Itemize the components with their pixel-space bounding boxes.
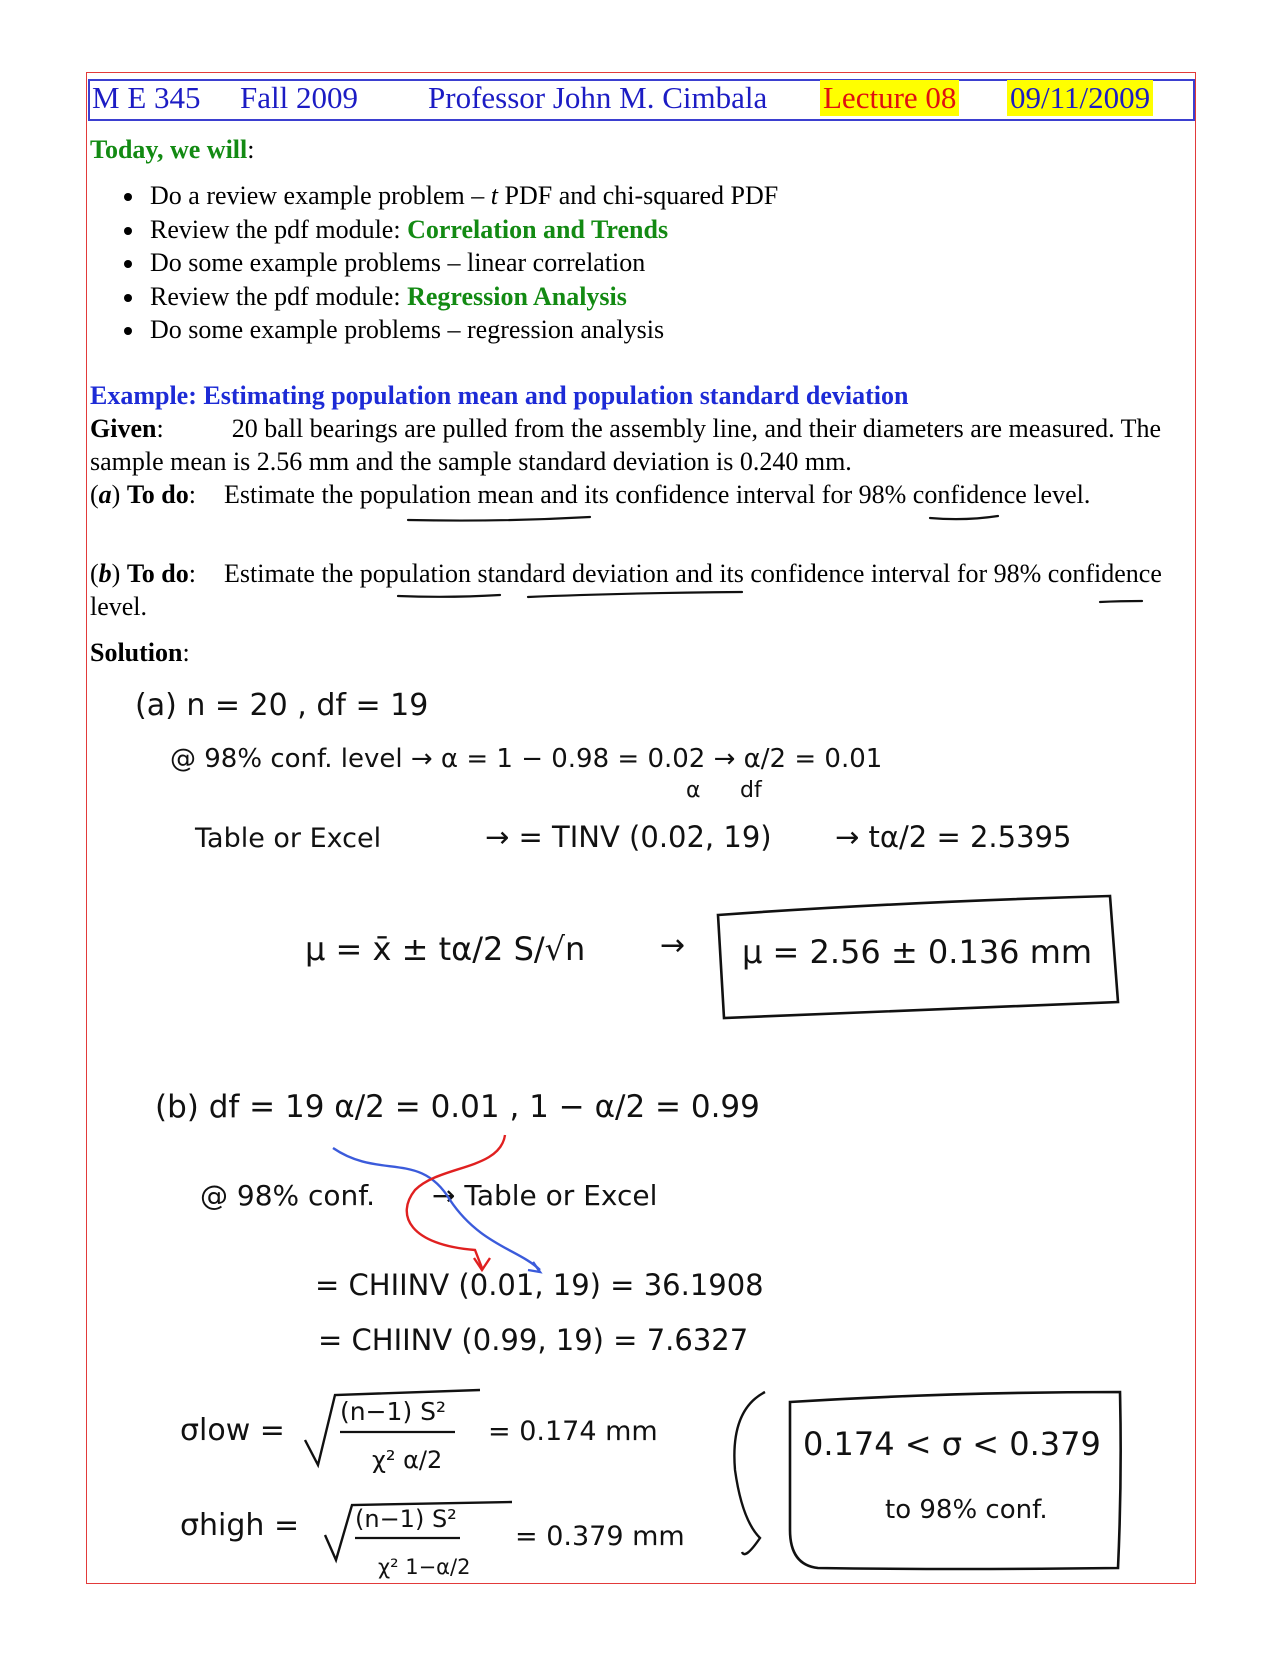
hw-annot-alpha: α (686, 778, 701, 803)
hw-sigma-low-num: (n−1) S² (340, 1397, 447, 1426)
module-link-regression[interactable]: Regression Analysis (407, 281, 627, 311)
agenda-item: • Do some example problems – linear correlation (146, 246, 778, 280)
hw-b-conf: @ 98% conf. (200, 1179, 376, 1212)
hw-sigma-high-num: (n−1) S² (355, 1505, 457, 1533)
hw-a-t-value: → tα/2 = 2.5395 (835, 820, 1072, 854)
hw-sigma-low-den: χ² α/2 (372, 1446, 443, 1474)
example-title: Example: Estimating population mean and population standard deviation (90, 381, 909, 410)
hw-a-line1: (a) n = 20 , df = 19 (135, 688, 429, 723)
agenda-item: • Do some example problems – regression analysis (146, 313, 778, 347)
hw-b-result-inequality: 0.174 < σ < 0.379 (803, 1425, 1101, 1463)
hw-brace (734, 1392, 765, 1554)
hw-sigma-low-value: = 0.174 mm (488, 1416, 658, 1447)
underline-marks (398, 516, 1142, 602)
todo-a-paragraph: (a) To do: Estimate the population mean and its confidence interval for 98% confidence level. (90, 480, 1091, 509)
agenda-item: • Review the pdf module: Regression Analysis (146, 280, 778, 314)
agenda-item: • Review the pdf module: Correlation and Trends (146, 213, 778, 247)
module-link-correlation[interactable]: Correlation and Trends (407, 214, 669, 244)
lecture-number: Lecture 08 (820, 80, 959, 116)
hw-a-result: μ = 2.56 ± 0.136 mm (742, 933, 1093, 971)
professor-name: Professor John M. Cimbala (428, 80, 768, 115)
hw-sigma-high-value: = 0.379 mm (515, 1521, 685, 1552)
agenda-item: • Do a review example problem – t PDF and chi-squared PDF (146, 179, 778, 213)
hw-a-tinv: → = TINV (0.02, 19) (485, 820, 772, 854)
hw-b-table-excel: → Table or Excel (432, 1179, 658, 1212)
hw-b-result-box (790, 1392, 1121, 1569)
hw-b-result-conf: to 98% conf. (885, 1495, 1048, 1525)
term: Fall 2009 (240, 80, 358, 115)
given-paragraph: Given: 20 ball bearings are pulled from the assembly line, and their diameters are measured. The sample mean is 2.56 mm and the sample standard deviation is 0.240 mm. (90, 414, 1162, 476)
hw-a-arrow: → (660, 928, 686, 963)
hw-sigma-high-label: σhigh = (180, 1508, 300, 1543)
hw-sigma-high-den: χ² 1−α/2 (378, 1555, 471, 1579)
course-code: M E 345 (92, 80, 201, 115)
today-heading: Today, we will: (90, 135, 255, 164)
hw-annot-df: df (740, 778, 762, 803)
lecture-date: 09/11/2009 (1007, 80, 1153, 116)
hw-b-line1: (b) df = 19 α/2 = 0.01 , 1 − α/2 = 0.99 (155, 1089, 760, 1125)
solution-label: Solution: (90, 638, 190, 667)
hw-a-line2: @ 98% conf. level → α = 1 − 0.98 = 0.02 → α/2 = 0.01 (170, 744, 883, 774)
hw-b-chiinv1: = CHIINV (0.01, 19) = 36.1908 (315, 1268, 764, 1302)
hw-sigma-low-label: σlow = (180, 1413, 285, 1448)
hw-a-table-excel: Table or Excel (195, 823, 382, 854)
todo-b-paragraph: (b) To do: Estimate the population standard deviation and its confidence interval for 98% confidence level. (90, 559, 1162, 621)
hw-b-chiinv2: = CHIINV (0.99, 19) = 7.6327 (318, 1323, 749, 1357)
hw-a-formula: μ = x̄ ± tα/2 S/√n (305, 930, 586, 968)
